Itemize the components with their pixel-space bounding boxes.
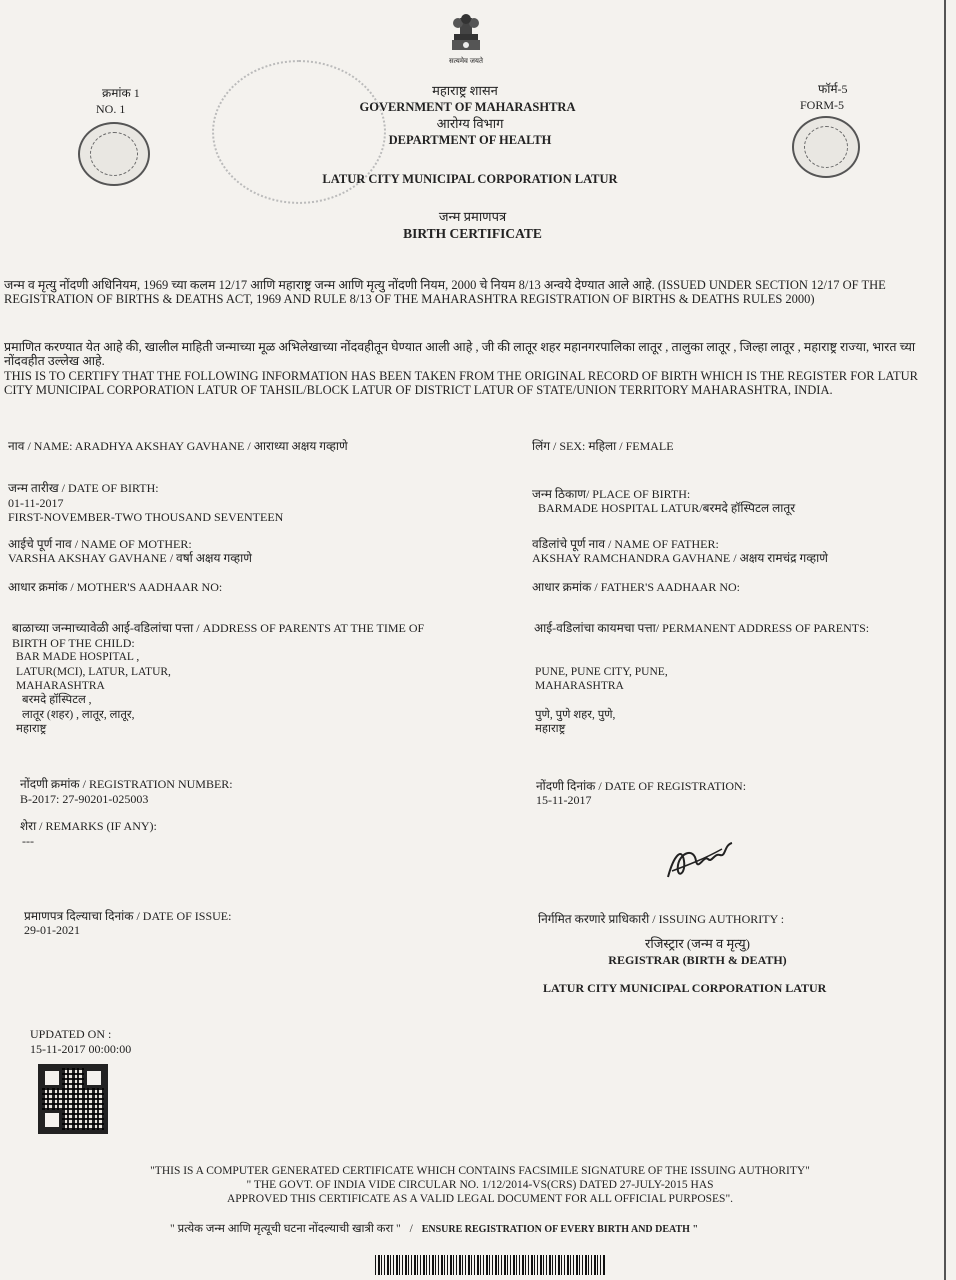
dob-value: 01-11-2017 [8, 496, 64, 510]
mother-value: VARSHA AKSHAY GAVHANE / वर्षा अक्षय गव्हाणे [8, 551, 252, 565]
address-permanent-label: आई-वडिलांचा कायमचा पत्ता/ PERMANENT ADDRESS OF PARENTS: [534, 621, 870, 635]
address-birth-line: LATUR(MCI), LATUR, LATUR, [16, 666, 171, 678]
govt-mr: महाराष्ट्र शासन [432, 83, 498, 98]
emblem-motto: सत्यमेव जयते [449, 57, 483, 65]
issuing-authority-label: निर्गमित करणारे प्राधिकारी / ISSUING AUTHORITY : [538, 912, 785, 926]
address-birth-line: लातूर (शहर) , लातूर, लातूर, [22, 709, 135, 721]
left-seal [78, 122, 150, 186]
certify-text-mr: प्रमाणित करण्यात येत आहे की, खालील माहिती जन्माच्या मूळ अभिलेखाच्या नोंदवहीतून घेण्यात आली आहे , जी की लातूर शहर महानगरपालिका लातूर , तालुका लातूर , जिल्हा लातूर , महाराष्ट्र राज्या, भारत च्या नोंदवहीत उल्लेख आहे. [4, 340, 916, 368]
barcode [375, 1255, 605, 1275]
kramank-mr: क्रमांक 1 [102, 86, 140, 100]
registrar-mr: रजिस्ट्रार (जन्म व मृत्यु) [645, 936, 750, 951]
title-en: BIRTH CERTIFICATE [403, 226, 542, 241]
registration-date-label: नोंदणी दिनांक / DATE OF REGISTRATION: [536, 779, 747, 793]
father-label: वडिलांचे पूर्ण नाव / NAME OF FATHER: [532, 537, 719, 551]
issue-date-label: प्रमाणपत्र दिल्याचा दिनांक / DATE OF ISSUE: [24, 909, 232, 923]
certify-text-en: THIS IS TO CERTIFY THAT THE FOLLOWING INFORMATION HAS BEEN TAKEN FROM THE ORIGINAL RECORD OF BIRTH WHICH IS THE REGISTER FOR LATUR CITY MUNICIPAL CORPORATION LATUR OF TAHSIL/BLOCK LATUR OF DISTRICT LATUR OF STATE/UNION TERRITORY MAHARASHTRA, INDIA. [4, 369, 918, 397]
footer-line-4 [170, 1222, 698, 1237]
dept-mr: आरोग्य विभाग [436, 116, 504, 131]
address-permanent-line: MAHARASHTRA [535, 680, 624, 692]
corporation-name: LATUR CITY MUNICIPAL CORPORATION LATUR [322, 172, 618, 186]
father-aadhaar: आधार क्रमांक / FATHER'S AADHAAR NO: [532, 580, 740, 594]
registration-date-value: 15-11-2017 [536, 793, 592, 807]
sex-line: लिंग / SEX: महिला / FEMALE [532, 439, 674, 453]
form-en: FORM-5 [800, 98, 845, 112]
title-mr: जन्म प्रमाणपत्र [438, 209, 507, 224]
footer-line-3: APPROVED THIS CERTIFICATE AS A VALID LEGAL DOCUMENT FOR ALL OFFICIAL PURPOSES". [226, 1193, 734, 1205]
updated-value: 15-11-2017 00:00:00 [30, 1042, 132, 1056]
registrar-en: REGISTRAR (BIRTH & DEATH) [608, 953, 787, 967]
address-permanent-line: पुणे, पुणे शहर, पुणे, [535, 709, 616, 721]
qr-code [38, 1064, 108, 1134]
address-birth-line: BAR MADE HOSPITAL , [16, 651, 140, 663]
address-birth-line: बरमदे हॉस्पिटल , [22, 694, 92, 706]
mother-label: आईचे पूर्ण नाव / NAME OF MOTHER: [8, 537, 192, 551]
updated-label: UPDATED ON : [30, 1027, 112, 1041]
address-birth-line: महाराष्ट्र [16, 723, 47, 735]
form-mr: फॉर्म-5 [818, 82, 848, 96]
kramank-en: NO. 1 [96, 102, 126, 116]
right-seal [792, 116, 860, 178]
footer-separator: / [409, 1223, 413, 1235]
mother-aadhaar: आधार क्रमांक / MOTHER'S AADHAAR NO: [8, 580, 223, 594]
dob-words: FIRST-NOVEMBER-TWO THOUSAND SEVENTEEN [8, 510, 284, 524]
address-birth-label-2: BIRTH OF THE CHILD: [12, 636, 135, 650]
registration-number-value: B-2017: 27-90201-025003 [20, 792, 149, 806]
pob-value: BARMADE HOSPITAL LATUR/बरमदे हॉस्पिटल लातूर [538, 501, 796, 515]
authority-corporation: LATUR CITY MUNICIPAL CORPORATION LATUR [543, 981, 827, 995]
pob-label: जन्म ठिकाण/ PLACE OF BIRTH: [532, 487, 691, 501]
footer-line-2: " THE GOVT. OF INDIA VIDE CIRCULAR NO. 1/12/2014-VS(CRS) DATED 27-JULY-2015 HAS [246, 1179, 714, 1191]
issued-under-text: जन्म व मृत्यु नोंदणी अधिनियम, 1969 च्या कलम 12/17 आणि महाराष्ट्र जन्म आणि मृत्यु नोंदणी नियम, 2000 चे नियम 8/13 अन्वये देण्यात आले आहे. (ISSUED UNDER SECTION 12/17 OF THE REGISTRATION OF BIRTHS & DEATHS ACT, 1969 AND RULE 8/13 OF THE MAHARASHTRA REGISTRATION OF BIRTHS & DEATHS RULES 2000) [4, 278, 886, 306]
registrar-signature [660, 835, 740, 885]
issue-date-value: 29-01-2021 [24, 923, 80, 937]
page-border-right [944, 0, 946, 1280]
remarks-value: --- [22, 834, 34, 848]
name-line: नाव / NAME: ARADHYA AKSHAY GAVHANE / आराध्या अक्षय गव्हाणे [8, 439, 348, 453]
national-emblem [446, 14, 486, 58]
registration-number-label: नोंदणी क्रमांक / REGISTRATION NUMBER: [20, 777, 233, 791]
address-birth-label-1: बाळाच्या जन्माच्यावेळी आई-वडिलांचा पत्ता / ADDRESS OF PARENTS AT THE TIME OF [12, 621, 425, 635]
govt-en: GOVERNMENT OF MAHARASHTRA [359, 100, 576, 114]
father-value: AKSHAY RAMCHANDRA GAVHANE / अक्षय रामचंद्र गव्हाणे [532, 551, 828, 565]
dob-label: जन्म तारीख / DATE OF BIRTH: [8, 481, 159, 495]
dept-en: DEPARTMENT OF HEALTH [388, 133, 552, 147]
address-permanent-line: PUNE, PUNE CITY, PUNE, [535, 666, 668, 678]
address-permanent-line: महाराष्ट्र [535, 723, 566, 735]
address-birth-line: MAHARASHTRA [16, 680, 105, 692]
footer-line-1: "THIS IS A COMPUTER GENERATED CERTIFICATE WHICH CONTAINS FACSIMILE SIGNATURE OF THE ISSUING AUTHORITY" [150, 1165, 810, 1177]
footer-slogan-mr: " प्रत्येक जन्म आणि मृत्यूची घटना नोंदल्याची खात्री करा " [170, 1223, 401, 1235]
remarks-label: शेरा / REMARKS (IF ANY): [20, 819, 157, 833]
footer-slogan-en: ENSURE REGISTRATION OF EVERY BIRTH AND DEATH " [421, 1224, 699, 1235]
